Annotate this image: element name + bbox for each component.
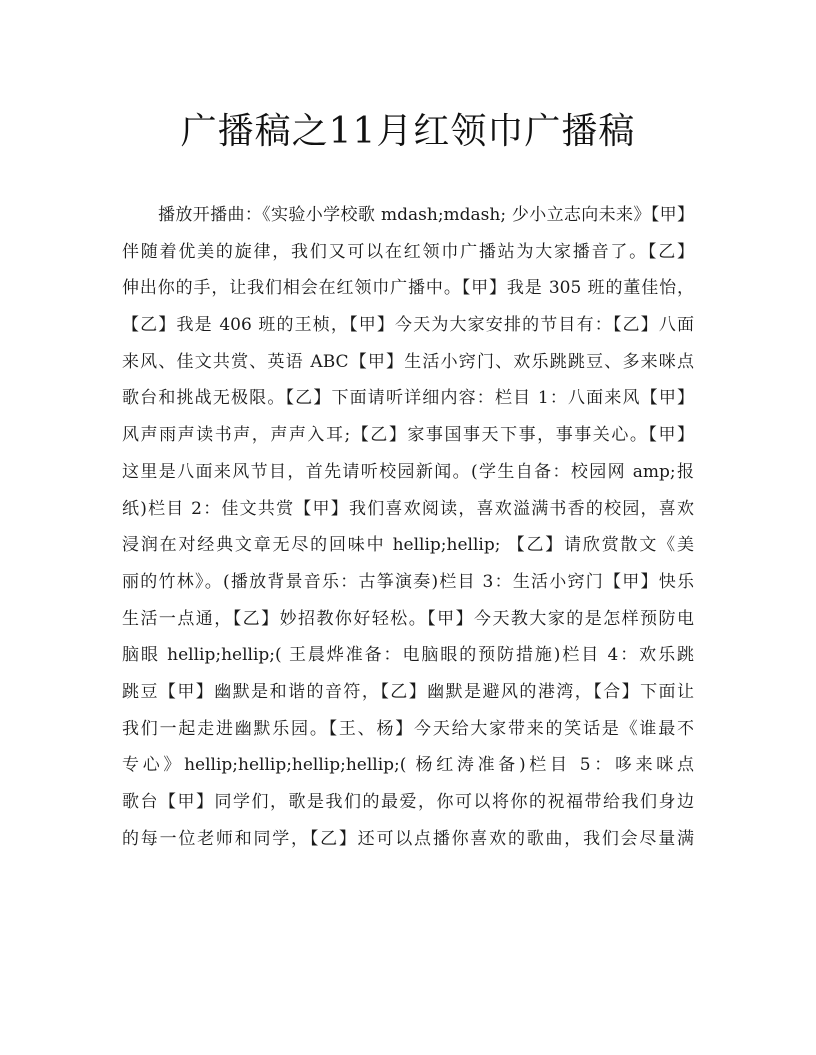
body-line: 专心》hellip;hellip;hellip;hellip;( 杨红涛准备)栏目 5：哆来咪点 (122, 755, 694, 776)
body-line: 来风、佳文共赏、英语 ABC【甲】生活小窍门、欢乐跳跳豆、多来咪点 (122, 351, 694, 372)
body-line: 播放开播曲：《实验小学校歌 mdash;mdash; 少小立志向未来》【甲】 (158, 205, 694, 225)
body-line: 伸出你的手，让我们相会在红领巾广播中。【甲】我是 305 班的董佳怡， (122, 278, 694, 299)
document-title: 广播稿之11月红领巾广播稿 (180, 111, 636, 152)
body-line: 跳豆【甲】幽默是和谐的音符，【乙】幽默是避风的港湾，【合】下面让 (122, 681, 694, 702)
body-line: 生活一点通，【乙】妙招教你好轻松。【甲】今天教大家的是怎样预防电 (122, 608, 694, 629)
body-line: 风声雨声读书声，声声入耳;【乙】家事国事天下事，事事关心。【甲】 (122, 425, 694, 446)
body-line: 纸)栏目 2：佳文共赏【甲】我们喜欢阅读，喜欢溢满书香的校园，喜欢 (122, 498, 694, 519)
body-line: 我们一起走进幽默乐园。【王、杨】今天给大家带来的笑话是《谁最不 (122, 718, 694, 739)
body-line: 这里是八面来风节目，首先请听校园新闻。(学生自备：校园网 amp;报 (122, 461, 694, 482)
body-line: 的每一位老师和同学，【乙】还可以点播你喜欢的歌曲，我们会尽量满 (122, 828, 694, 849)
body-line: 歌台【甲】同学们，歌是我们的最爱，你可以将你的祝福带给我们身边 (122, 792, 694, 812)
body-line: 浸润在对经典文章无尽的回味中 hellip;hellip; 【乙】请欣赏散文《美 (122, 535, 694, 556)
body-line: 丽的竹林》。(播放背景音乐：古筝演奏)栏目 3：生活小窍门【甲】快乐 (122, 571, 694, 592)
body-line: 歌台和挑战无极限。【乙】下面请听详细内容：栏目 1：八面来风【甲】 (122, 388, 694, 409)
body-line: 【乙】我是 406 班的王桢，【甲】今天为大家安排的节目有：【乙】八面 (122, 315, 694, 336)
body-line: 伴随着优美的旋律，我们又可以在红领巾广播站为大家播音了。【乙】 (122, 241, 694, 262)
body-line: 脑眼 hellip;hellip;( 王晨烨准备：电脑眼的预防措施)栏目 4：欢乐跳 (122, 645, 694, 666)
document-body (122, 197, 694, 857)
